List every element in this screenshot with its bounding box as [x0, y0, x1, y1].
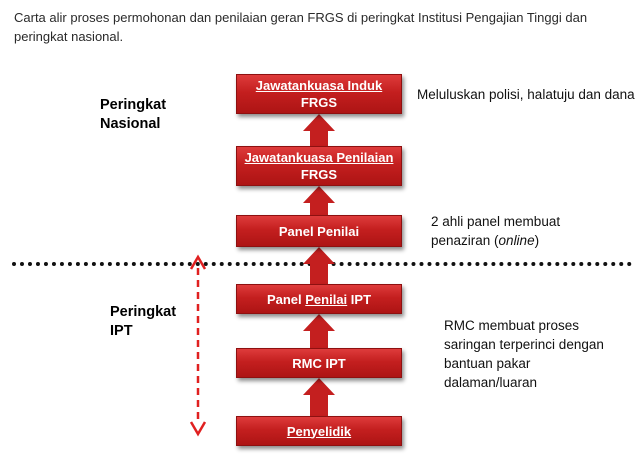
- box-jawatankuasa-induk: [236, 74, 402, 114]
- note-rmc-line1: RMC membuat proses: [444, 318, 580, 333]
- note-rmc-line3: bantuan pakar: [444, 356, 531, 371]
- note-panel: [431, 212, 560, 250]
- dashed-arrow-top-head: [191, 257, 205, 269]
- note-panel-line2-online: online: [498, 233, 535, 248]
- diagram-caption: Carta alir proses permohonan dan penilaian geran FRGS di peringkat Institusi Pengajian Tinggi dan peringkat nasional.: [14, 10, 588, 44]
- arrow-up-rmc-to-panel-ipt: [303, 314, 335, 348]
- box-penilaian-line1: Jawatankuasa Penilaian: [244, 150, 394, 165]
- box-jawatankuasa-penilaian: [236, 146, 402, 186]
- note-panel-line2-c: ): [534, 233, 540, 248]
- note-panel-line1: 2 ahli panel membuat: [431, 214, 561, 229]
- box-panel-penilai-ipt: [236, 284, 402, 314]
- level-label-ipt-line2: IPT: [110, 323, 133, 339]
- box-penyelidik-label: Penyelidik: [286, 423, 352, 439]
- arrow-up-penilaian-to-induk: [303, 114, 335, 146]
- box-rmc-ipt: [236, 348, 402, 378]
- box-penilaian-line2: FRGS: [300, 167, 338, 182]
- box-rmc-label: RMC IPT: [292, 355, 346, 371]
- box-induk-line1: Jawatankuasa Induk: [255, 78, 383, 93]
- note-panel-line2: [431, 231, 560, 250]
- arrow-up-penyelidik-to-rmc: [303, 378, 335, 416]
- box-penyelidik: [236, 416, 402, 446]
- level-label-nasional-line1: Peringkat: [100, 97, 167, 113]
- note-induk: Meluluskan polisi, halatuju dan dana: [417, 87, 635, 102]
- level-label-nasional-line2: Nasional: [100, 116, 161, 132]
- arrow-up-panel-to-penilaian: [303, 186, 335, 215]
- note-rmc: [444, 316, 604, 392]
- level-label-ipt-line1: Peringkat: [110, 304, 177, 320]
- box-panel-ipt-label-b: Penilai: [305, 291, 348, 307]
- box-induk-line2: FRGS: [300, 95, 338, 110]
- arrow-up-panel-ipt-to-panel: [303, 247, 335, 284]
- note-rmc-line2: saringan terperinci dengan: [444, 337, 604, 352]
- box-panel-penilai: [236, 215, 402, 247]
- box-panel-ipt-label-a: Panel: [266, 291, 306, 307]
- note-panel-line2-a: penaziran (: [431, 233, 499, 248]
- box-panel-label: Panel Penilai: [278, 223, 360, 239]
- dashed-arrow-bottom-head: [191, 422, 205, 434]
- box-panel-ipt-label-c: IPT: [347, 291, 372, 307]
- note-rmc-line4: dalaman/luaran: [444, 375, 538, 390]
